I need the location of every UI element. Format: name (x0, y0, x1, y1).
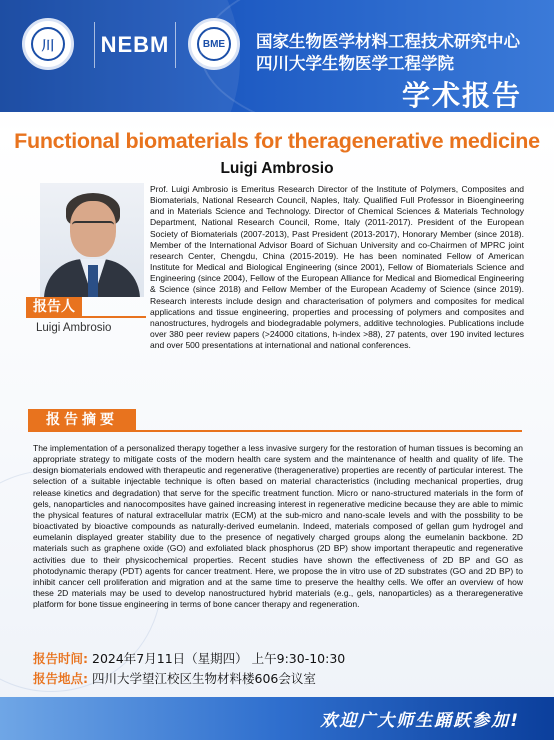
place-label: 报告地点: (33, 671, 88, 686)
abstract-text: The implementation of a personalized therapy together a less invasive surgery for the restoration of human tissues is becoming an appropriate strategy to mitigate costs of the modern health care system and the maintenance of health and quality of life. The design biomaterials endowed with therapeutic and regenerative (theragenerative) properties are recently of particular interest. The selection of a suitable injectable technique is often based on material characteristics (including mechanical properties, drug release kinetics and degradation) that serve for the specific treatment function. Micro or nano-structured materials in the form of gels, nanoparticles and nanocomposites have gained increasing interest in regenerative medicine because they are able to mimic the physical features of natural extracellular matrix (ECM) at the sub-micro and nano-scale levels and with the possbility to be bioactivated by bioactive compounds as naturally-derived eumelanin. Indeed, materials composed of gellan gum hydrogel and eumelanin displayed greater stability due to the presence of negatively charged groups along the eumelanin backbone. 2D materials such as graphene oxide (GO) and exfoliated black phosphorus (2D BP) show important therapeutic and regenerative activities due to their physicochemical properties. Recent studies have shown the effectiveness of 2D BP and GO as photodynamic therapy (PDT) agents for cancer treatment. Here, we propose the in vitro use of 2D substrates (GO and 2D BP) to inhibit cancer cell proliferation and migration and at the same time to preserve the healthy cells. We offer an overview of how these 2D materials may be used to develop nanostructured hybrid materials (e.g., gels, nanoparticles) as a theraregenerative platform for bone tissue engineering in terms of bone cancer therapy and regeneration. (33, 443, 523, 610)
place-value: 四川大学望江校区生物材料楼606会议室 (92, 671, 316, 686)
speaker-badge: 报告人 (26, 297, 82, 318)
badge-underline (82, 316, 146, 318)
photo-tie (88, 265, 98, 297)
abstract-header: 报告摘要 (28, 409, 136, 432)
footer-banner (0, 697, 554, 740)
college-title: 四川大学生物医学工程学院 (256, 54, 454, 73)
nebm-logo: NEBM (94, 22, 176, 68)
bme-logo (188, 18, 240, 70)
speaker-bio: Prof. Luigi Ambrosio is Emeritus Research Director of the Institute of Polymers, Composites and Biomaterials, National Research Council, Naples, Italy. Qualified Full Professor in Bioengineering and in Materials Science and Technology. Director of Chemical Sciences & Materials Technology Department, National Research Council, Rome, Italy (2011-2017). President of the European Society of Biomaterials (2007-2013), Past President (2013-2017), Honorary Member (since 2018). Member of the International Advisor Board of Sichuan University and co-Chairmen of MPRC joint research Center, Chengdu, China (2015-2019). He has been nominated Fellow of American Institute for Medical and Biological Engineering (since 2001), Fellow of Biomaterials Science and Engineering (since 2004), Fellow of the European Alliance for Medical and Biomedical Engineering & Science (since 2018) and Fellow Member of the European Academy of Science (since 2019). Research interests include design and characterisation of polymers and composites for medical applications and tissue engineering, properties and processing of polymers and composites and nanostructures, hydrogels and biodegradable polymers, additive technologies. Publications include over 380 peer review papers (>24000 citations, h-index >88), 27 patents, over 190 invited lectures and over 500 presentations at international and national conferences. (150, 184, 524, 351)
speaker-name: Luigi Ambrosio (220, 160, 334, 177)
talk-place (33, 669, 316, 687)
welcome-text: 欢迎广大师生踊跃参加! (320, 711, 520, 731)
university-logo (22, 18, 74, 70)
header-banner (0, 0, 554, 112)
abstract-underline (136, 430, 522, 432)
time-value: 2024年7月11日（星期四） 上午9:30-10:30 (92, 651, 346, 666)
speaker-photo (40, 183, 144, 297)
bme-logo-mark: BME (197, 27, 231, 61)
photo-glasses (72, 221, 114, 233)
institution-title: 国家生物医学材料工程技术研究中心 (256, 32, 520, 51)
photo-caption: Luigi Ambrosio (36, 322, 112, 334)
report-label: 学术报告 (402, 79, 523, 112)
time-label: 报告时间: (33, 651, 88, 666)
talk-title: Functional biomaterials for theragenerative medicine (14, 129, 540, 153)
university-logo-mark: 川 (31, 27, 65, 61)
talk-time (33, 649, 345, 667)
